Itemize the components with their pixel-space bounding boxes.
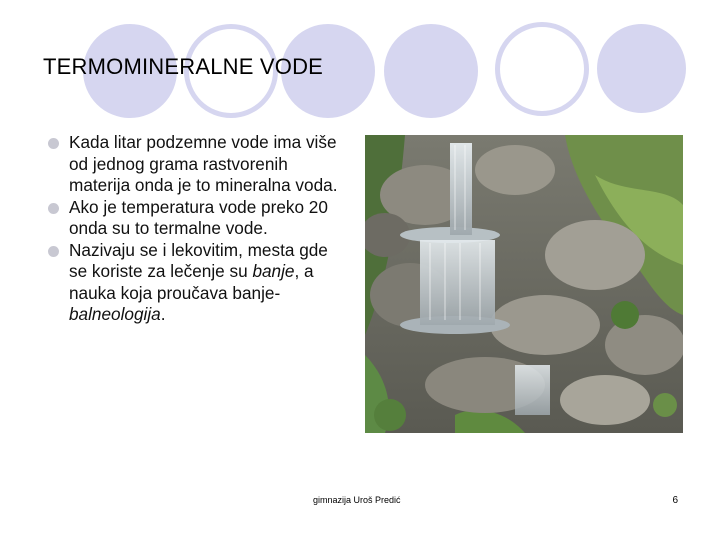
decor-circle-6 <box>597 24 686 113</box>
bullet-item <box>48 132 348 197</box>
bullet-list <box>48 132 348 326</box>
bullet-dot-icon <box>48 246 59 257</box>
bullet-item <box>48 197 348 240</box>
bullet-item <box>48 240 348 326</box>
bullet-text: Nazivaju se i lekovitim, mesta gde se koriste za lečenje su banje, a nauka koja proučava banje-balneologija. <box>69 239 328 324</box>
bullet-text: Ako je temperatura vode preko 20 onda su to termalne vode. <box>69 196 328 238</box>
waterfall-photo <box>365 135 683 433</box>
term-banje: banje <box>252 261 295 281</box>
bullet-dot-icon <box>48 203 59 214</box>
decor-circle-4 <box>384 24 478 118</box>
slide-title: TERMOMINERALNE VODE <box>43 54 324 79</box>
term-balneologija: balneologija <box>69 304 161 324</box>
decor-circle-5 <box>495 22 589 116</box>
page-number: 6 <box>672 495 678 506</box>
bullet-text: Kada litar podzemne vode ima više od jednog grama rastvorenih materija onda je to mineralna voda. <box>69 132 338 195</box>
footer-text: gimnazija Uroš Predić <box>313 495 401 505</box>
bullet-dot-icon <box>48 138 59 149</box>
